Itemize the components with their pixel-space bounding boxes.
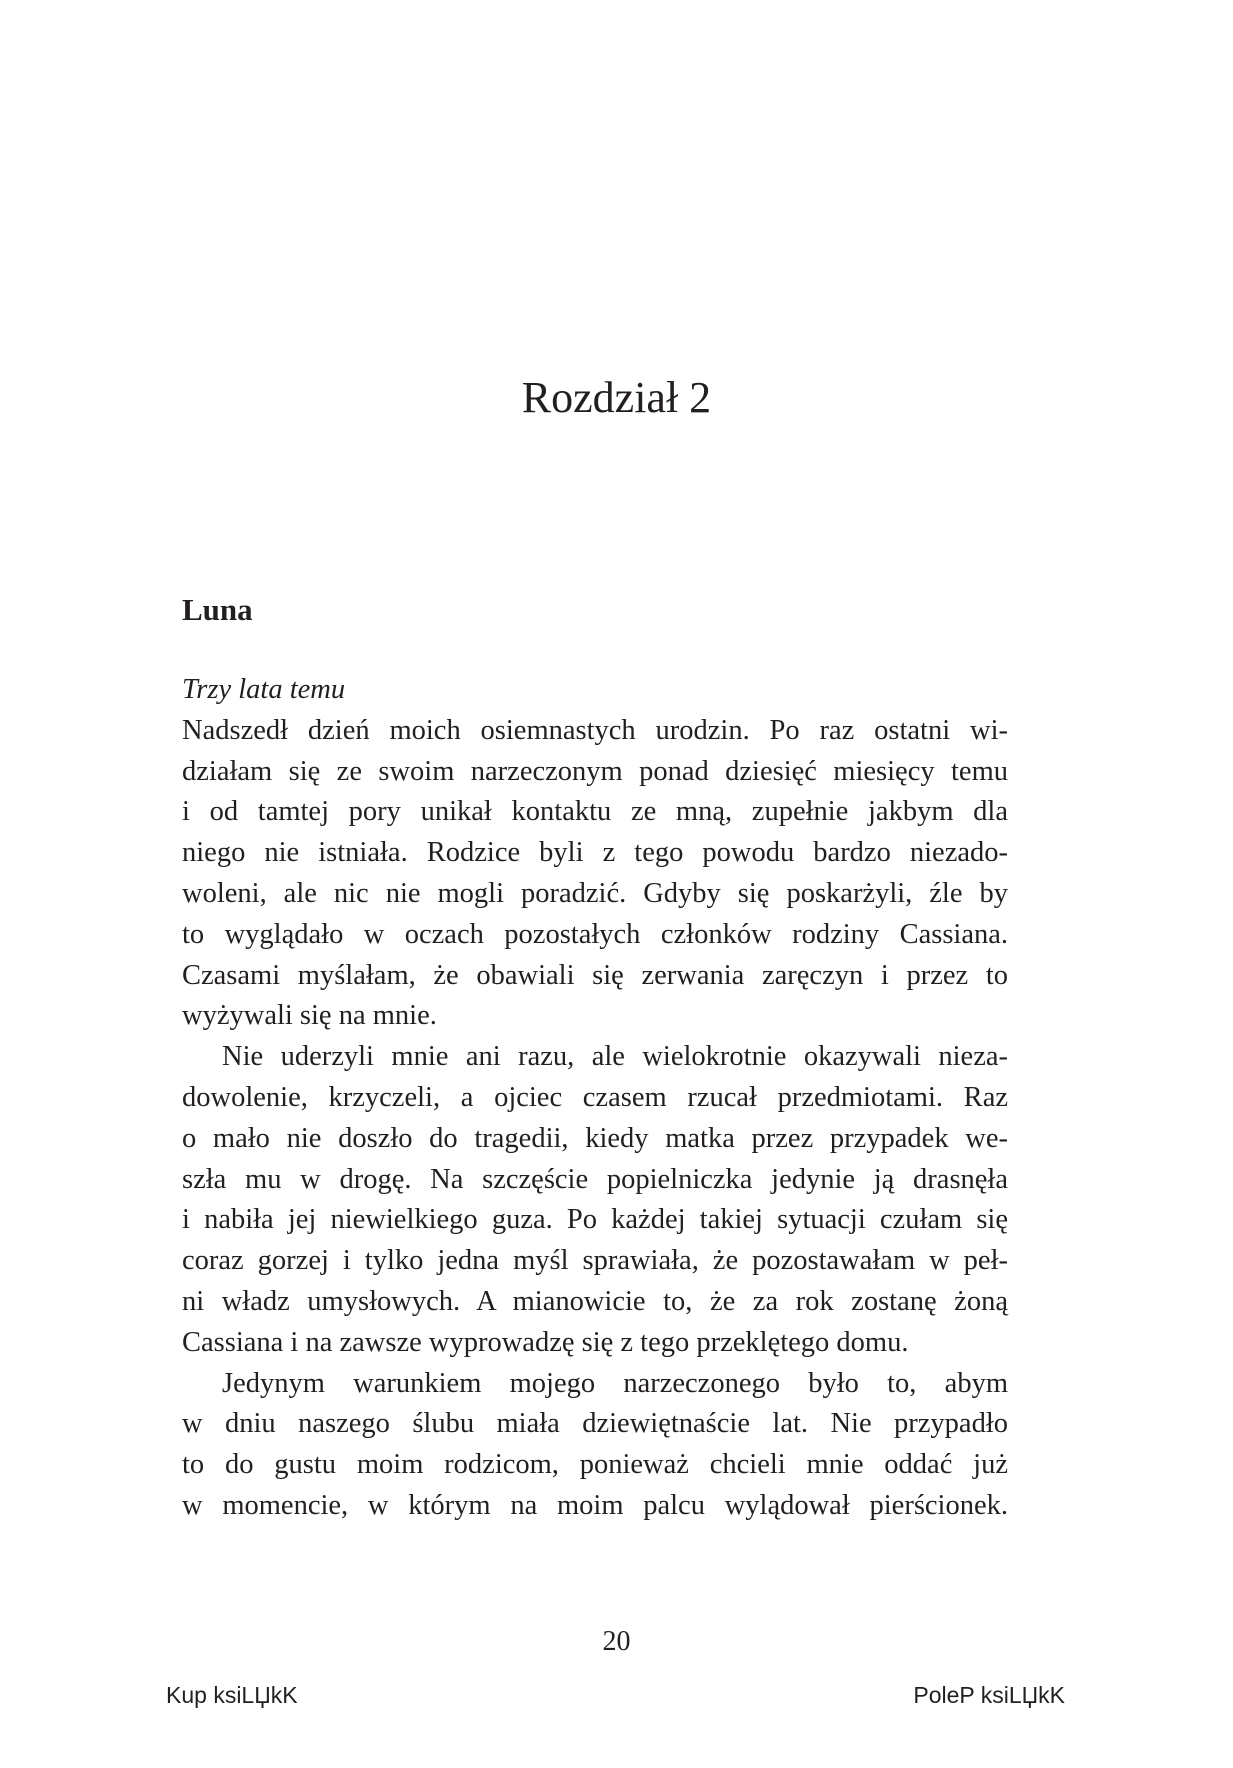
text-line: i nabiła jej niewielkiego guza. Po każdej takiej sytuacji czułam się [182, 1204, 1008, 1236]
text-line: Jedynym warunkiem mojego narzeczonego było to, abym [222, 1367, 1008, 1399]
body-text [182, 670, 1008, 1527]
text-line: wyżywali się na mnie. [182, 1000, 437, 1032]
text-line: i od tamtej pory unikał kontaktu ze mną, zupełnie jakbym dla [182, 796, 1008, 828]
text-line: szła mu w drogę. Na szczęście popielniczka jedynie ją drasnęła [182, 1163, 1008, 1195]
text-line: Cassiana i na zawsze wyprowadzę się z tego przeklętego domu. [182, 1326, 909, 1358]
text-line: ni władz umysłowych. A mianowicie to, że za rok zostanę żoną [182, 1285, 1008, 1317]
time-marker: Trzy lata temu [182, 674, 346, 705]
text-line: Nie uderzyli mnie ani razu, ale wielokrotnie okazywali nieza- [222, 1041, 1008, 1073]
text-line: Nadszedł dzień moich osiemnastych urodzin. Po raz ostatni wi- [182, 714, 1008, 746]
text-line: dowolenie, krzyczeli, a ojciec czasem rzucał przedmiotami. Raz [182, 1081, 1008, 1113]
text-line: o mało nie doszło do tragedii, kiedy matka przez przypadek we- [182, 1122, 1008, 1154]
text-line: w momencie, w którym na moim palcu wylądował pierścionek. [182, 1489, 1008, 1521]
text-line: coraz gorzej i tylko jedna myśl sprawiała, że pozostawałam w peł- [182, 1245, 1008, 1277]
narrator-heading: Luna [182, 592, 253, 627]
page-number: 20 [602, 1626, 631, 1657]
text-line: to wyglądało w oczach pozostałych członków rodziny Cassiana. [182, 918, 1008, 950]
text-line: w dniu naszego ślubu miała dziewiętnaście lat. Nie przypadło [182, 1408, 1008, 1440]
recommend-book-link[interactable]: PoleP ksiLЏkK [913, 1682, 1065, 1708]
text-line: to do gustu moim rodzicom, ponieważ chcieli mnie oddać już [182, 1449, 1008, 1481]
chapter-title: Rozdział 2 [521, 373, 712, 422]
text-line: woleni, ale nic nie mogli poradzić. Gdyby się poskarżyli, źle by [182, 877, 1008, 909]
text-line: Czasami myślałam, że obawiali się zerwania zaręczyn i przez to [182, 959, 1008, 991]
buy-book-link[interactable]: Kup ksiLЏkK [166, 1682, 298, 1708]
text-line: działam się ze swoim narzeczonym ponad dziesięć miesięcy temu [182, 755, 1008, 787]
text-line: niego nie istniała. Rodzice byli z tego powodu bardzo niezado- [182, 837, 1008, 869]
